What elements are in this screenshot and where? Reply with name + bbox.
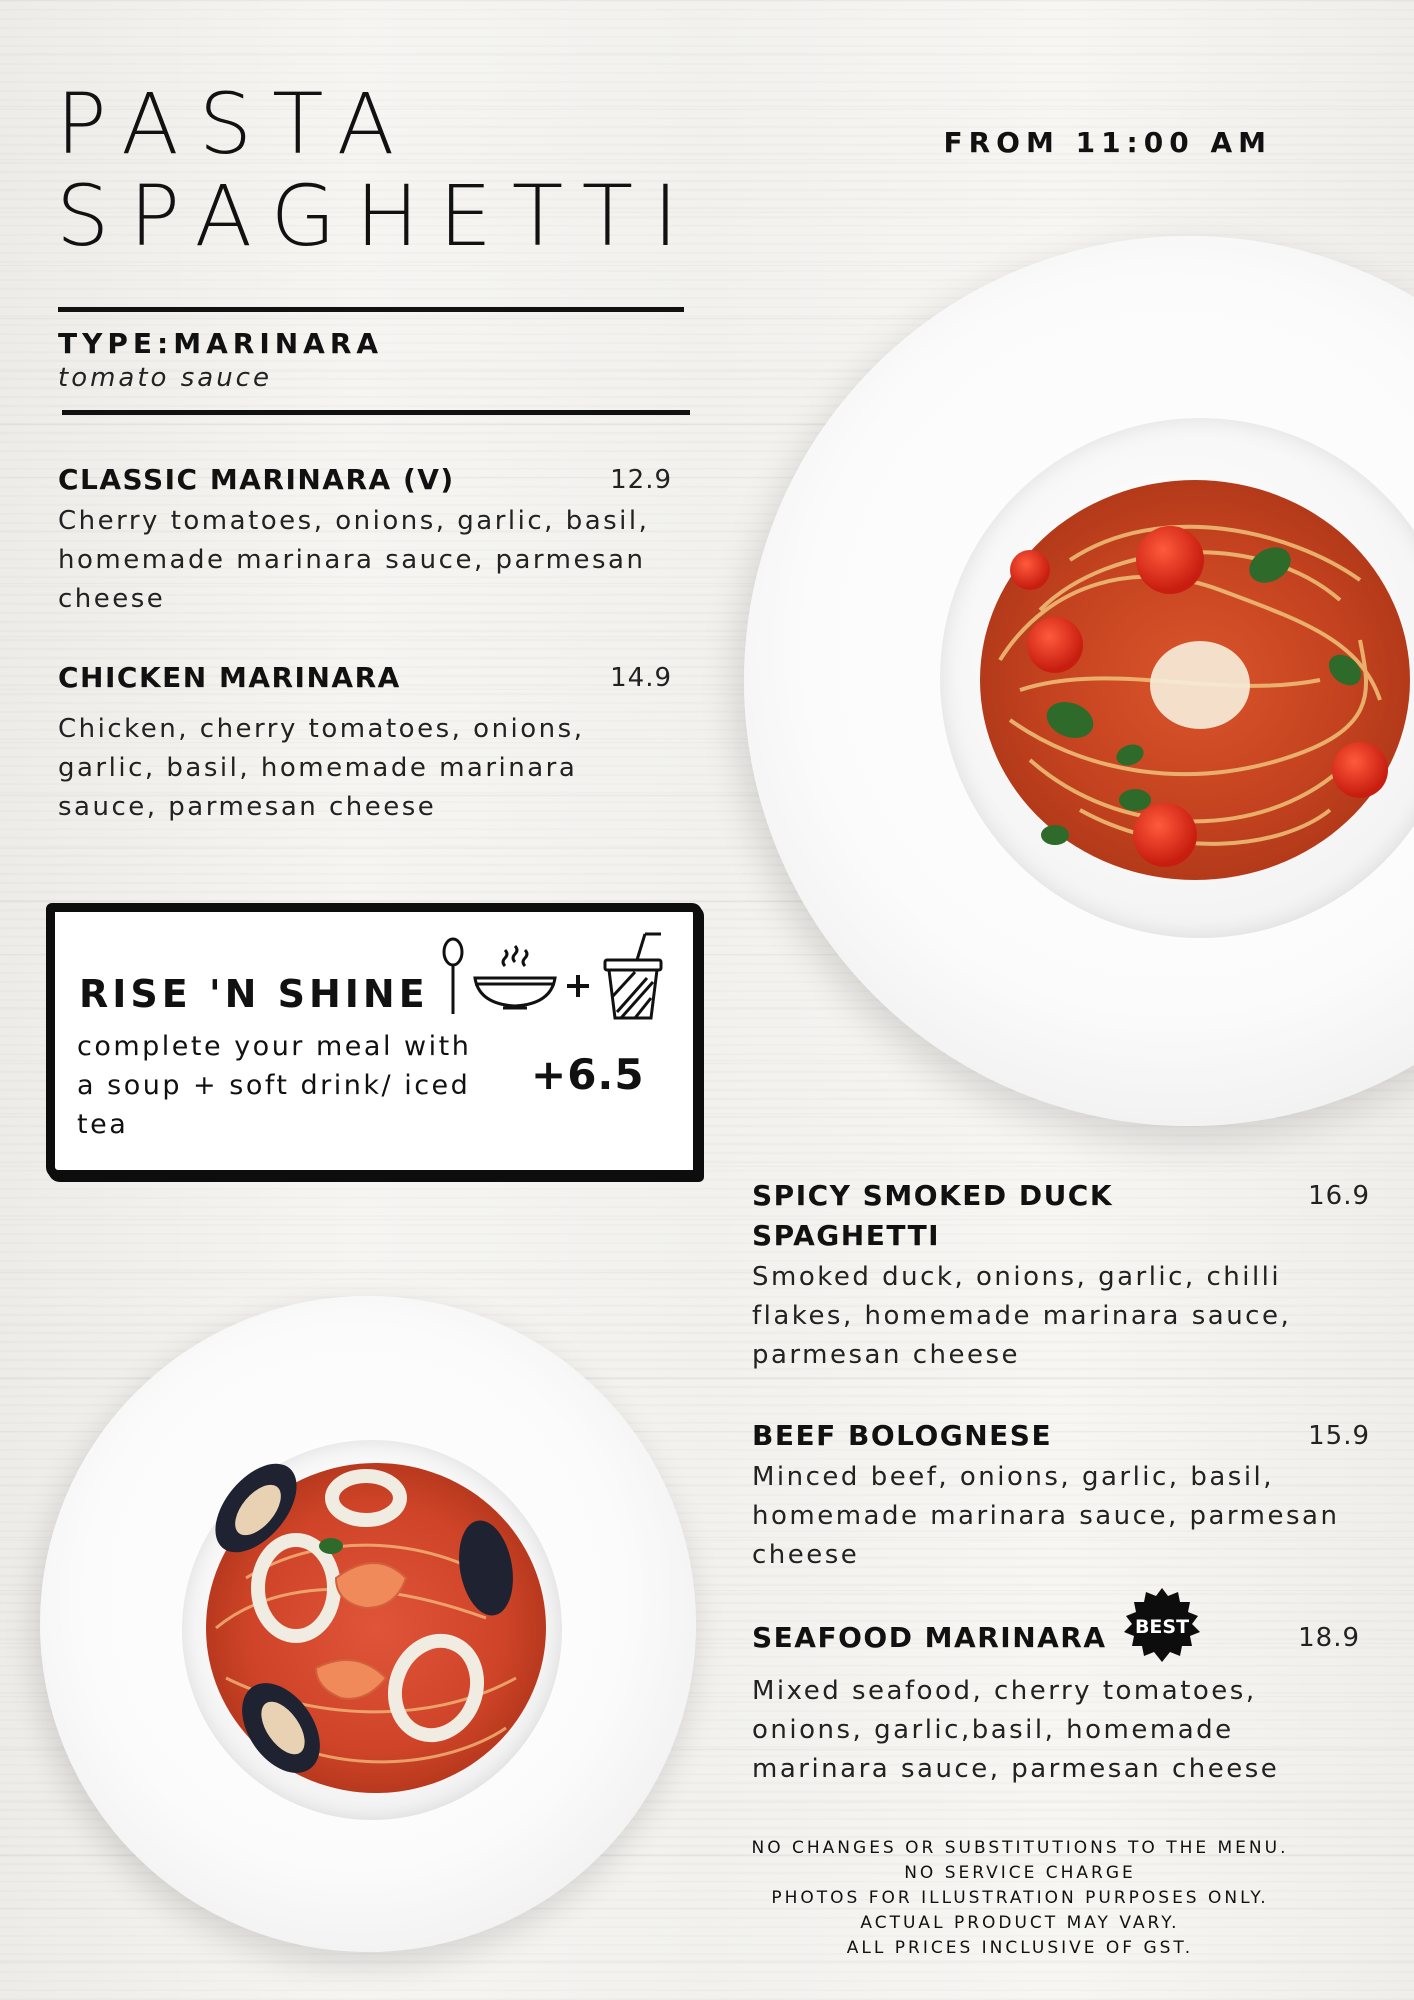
item-name: SEAFOOD MARINARA bbox=[752, 1621, 1107, 1654]
footer-line: ALL PRICES INCLUSIVE OF GST. bbox=[846, 1938, 1194, 1958]
item-name: SPICY SMOKED DUCK SPAGHETTI bbox=[752, 1179, 1114, 1252]
item-price: 14.9 bbox=[610, 663, 672, 693]
item-name: BEEF BOLOGNESE bbox=[752, 1419, 1053, 1452]
best-badge bbox=[1122, 1586, 1202, 1666]
seafood-spaghetti-image bbox=[186, 1428, 556, 1808]
item-description: Mixed seafood, cherry tomatoes, onions, garlic,basil, homemade marinara sauce, parmesan cheese bbox=[752, 1676, 1280, 1784]
menu-item bbox=[752, 1176, 1370, 1375]
combo-icons bbox=[439, 932, 699, 1022]
item-description: Smoked duck, onions, garlic, chilli flakes, homemade marinara sauce, parmesan cheese bbox=[752, 1262, 1292, 1370]
divider-top bbox=[58, 307, 684, 312]
title-line-2: SPAGHETTI bbox=[56, 167, 698, 265]
title-line-1: PASTA bbox=[56, 75, 415, 173]
menu-item bbox=[752, 1618, 1370, 1789]
sauce-type-label: TYPE:MARINARA bbox=[58, 327, 384, 360]
footer-line: ACTUAL PRODUCT MAY VARY. bbox=[860, 1913, 1180, 1933]
item-price: 18.9 bbox=[1298, 1623, 1360, 1653]
combo-title: RISE 'N SHINE bbox=[79, 972, 429, 1016]
item-price: 12.9 bbox=[610, 465, 672, 495]
item-price: 15.9 bbox=[1308, 1421, 1370, 1451]
footer-line: NO SERVICE CHARGE bbox=[904, 1863, 1136, 1883]
footer-line: NO CHANGES OR SUBSTITUTIONS TO THE MENU. bbox=[751, 1838, 1289, 1858]
badge-label: BEST bbox=[1134, 1616, 1190, 1638]
item-price: 16.9 bbox=[1308, 1181, 1370, 1211]
soup-bowl-icon bbox=[475, 946, 555, 1008]
marinara-spaghetti-image bbox=[960, 440, 1414, 910]
item-description: Minced beef, onions, garlic, basil, homemade marinara sauce, parmesan cheese bbox=[752, 1462, 1340, 1570]
combo-description: complete your meal with a soup + soft drink/ iced tea bbox=[77, 1031, 472, 1140]
divider-bottom bbox=[62, 410, 690, 415]
combo-offer-box bbox=[46, 903, 702, 1179]
combo-price: +6.5 bbox=[531, 1050, 645, 1099]
opening-hours: FROM 11:00 AM bbox=[943, 126, 1272, 159]
sauce-type-subtitle: tomato sauce bbox=[58, 363, 272, 393]
item-description: Cherry tomatoes, onions, garlic, basil, homemade marinara sauce, parmesan cheese bbox=[58, 506, 650, 614]
menu-item bbox=[752, 1416, 1370, 1575]
item-name: CLASSIC MARINARA (V) bbox=[58, 463, 455, 496]
plus-icon bbox=[567, 975, 589, 997]
menu-item bbox=[58, 460, 676, 619]
drink-cup-icon bbox=[605, 934, 661, 1018]
spoon-icon bbox=[444, 939, 462, 1014]
item-description: Chicken, cherry tomatoes, onions, garlic, basil, homemade marinara sauce, parmesan cheese bbox=[58, 714, 585, 822]
page-title bbox=[56, 75, 698, 265]
menu-item bbox=[58, 658, 676, 827]
footer-notes bbox=[690, 1836, 1350, 1961]
item-name: CHICKEN MARINARA bbox=[58, 661, 401, 694]
footer-line: PHOTOS FOR ILLUSTRATION PURPOSES ONLY. bbox=[771, 1888, 1269, 1908]
